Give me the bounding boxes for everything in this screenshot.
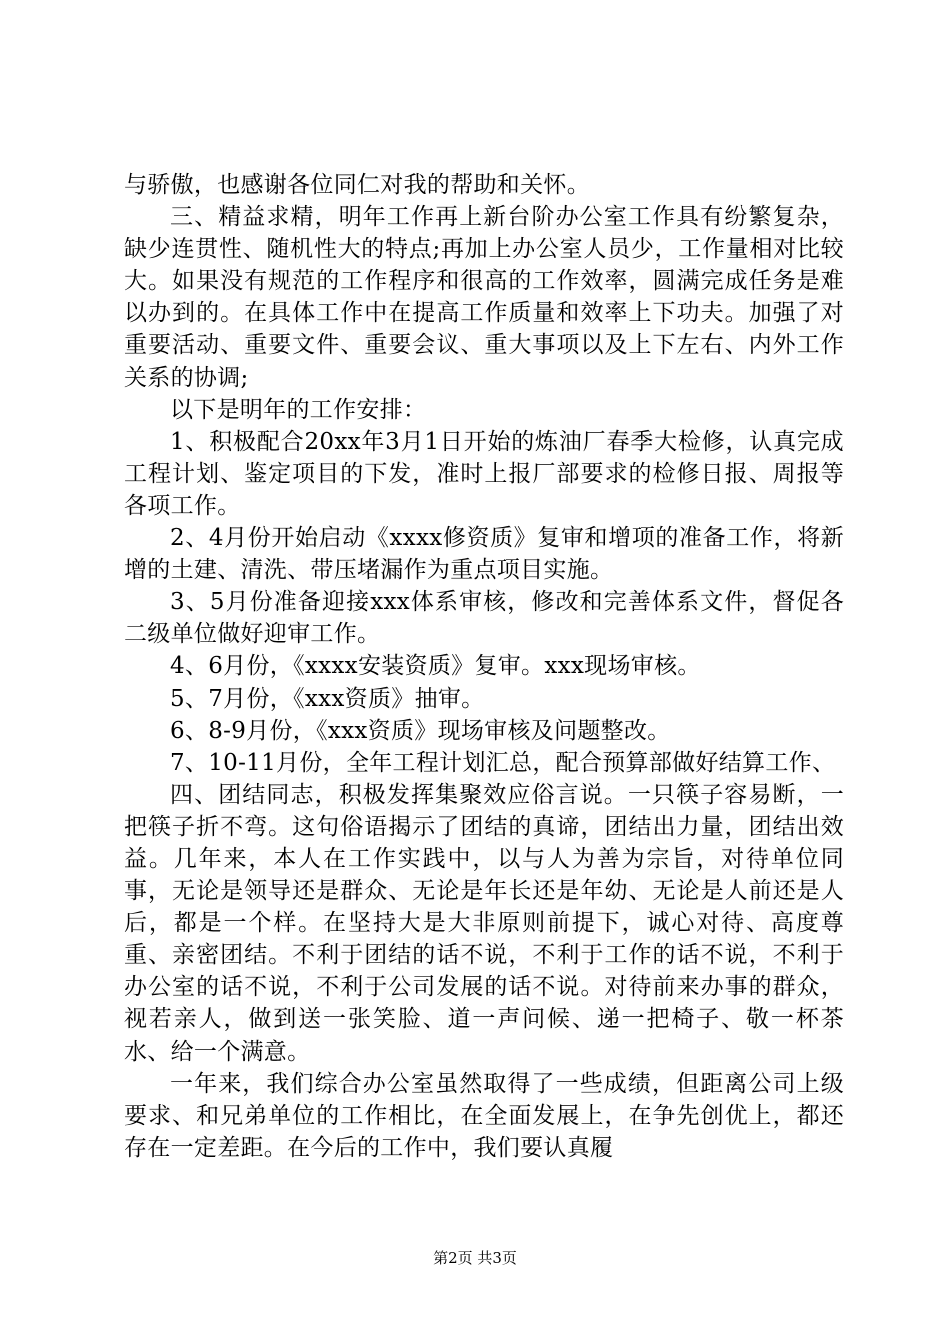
plan-item-1: 1、积极配合20xx年3月1日开始的炼油厂春季大检修，认真完成工程计划、鉴定项目的下发，准时上报厂部要求的检修日报、周报等各项工作。 bbox=[124, 428, 844, 519]
page-footer bbox=[0, 1248, 950, 1268]
plan-item-7: 7、10-11月份，全年工程计划汇总，配合预算部做好结算工作、 bbox=[170, 749, 836, 776]
paragraph-section-four: 四、团结同志，积极发挥集聚效应俗言说。一只筷子容易断，一把筷子折不弯。这句俗语揭示了团结的真谛，团结出力量，团结出效益。几年来，本人在工作实践中，以与人为善为宗旨，对待单位同事，无论是领导还是群众、无论是年长还是年幼、无论是人前还是人后，都是一个样。在坚持大是大非原则前提下，诚心对待、高度尊重、亲密团结。不利于团结的话不说，不利于工作的话不说，不利于办公室的话不说，不利于公司发展的话不说。对待前来办事的群众，视若亲人，做到送一张笑脸、道一声问候、递一把椅子、敬一杯茶水、给一个满意。 bbox=[124, 781, 844, 1065]
page-number-label: 第2页 共3页 bbox=[433, 1249, 517, 1267]
plan-item-2: 2、4月份开始启动《xxxx修资质》复审和增项的准备工作，将新增的土建、清洗、带压堵漏作为重点项目实施。 bbox=[124, 525, 844, 584]
paragraph-plan-intro: 以下是明年的工作安排： bbox=[170, 396, 427, 423]
plan-item-4: 4、6月份，《xxxx安装资质》复审。xxx现场审核。 bbox=[170, 653, 701, 680]
paragraph-section-three: 三、精益求精，明年工作再上新台阶办公室工作具有纷繁复杂，缺少连贯性、随机性大的特点;再加上办公室人员少，工作量相对比较大。如果没有规范的工作程序和很高的工作效率，圆满完成任务是难以办到的。在具体工作中在提高工作质量和效率上下功夫。加强了对重要活动、重要文件、重要会议、重大事项以及上下左右、内外工作关系的协调; bbox=[124, 204, 844, 391]
paragraph-continuation: 与骄傲，也感谢各位同仁对我的帮助和关怀。 bbox=[124, 172, 590, 198]
document-body bbox=[124, 169, 844, 1164]
plan-item-5: 5、7月份，《xxx资质》抽审。 bbox=[170, 685, 485, 712]
plan-item-3: 3、5月份准备迎接xxx体系审核，修改和完善体系文件，督促各二级单位做好迎审工作。 bbox=[124, 589, 844, 648]
plan-item-6: 6、8-9月份，《xxx资质》现场审核及问题整改。 bbox=[170, 717, 671, 744]
paragraph-summary: 一年来，我们综合办公室虽然取得了一些成绩，但距离公司上级要求、和兄弟单位的工作相比，在全面发展上，在争先创优上，都还存在一定差距。在今后的工作中，我们要认真履 bbox=[124, 1070, 844, 1161]
